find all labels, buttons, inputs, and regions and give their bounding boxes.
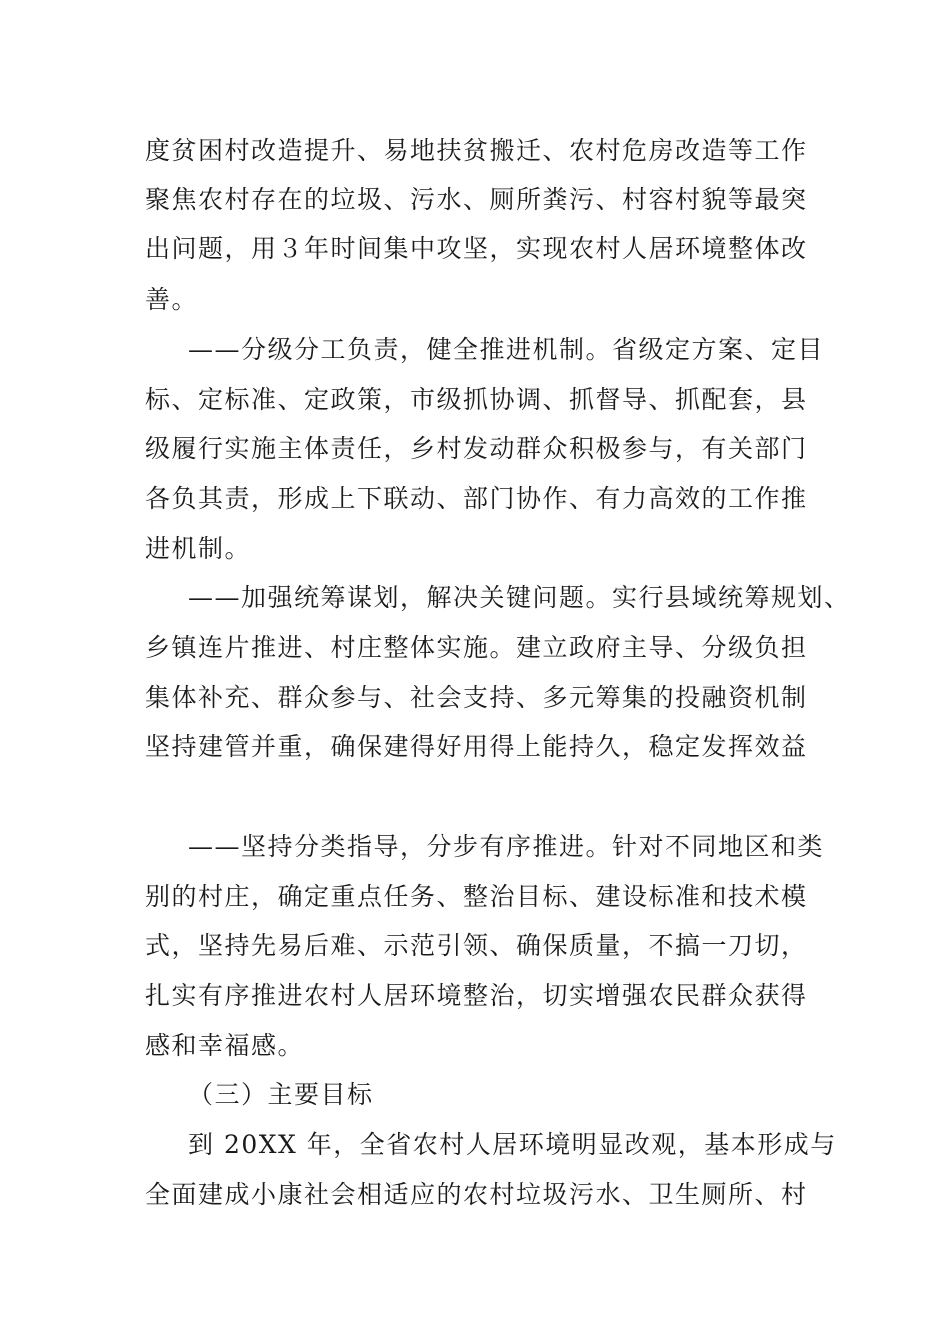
text-line: 度贫困村改造提升、易地扶贫搬迁、农村危房改造等工作: [145, 136, 808, 165]
text-line: 聚焦农村存在的垃圾、污水、厕所粪污、村容村貌等最突: [145, 185, 808, 214]
text-line: 全面建成小康社会相适应的农村垃圾污水、卫生厕所、村: [145, 1180, 808, 1209]
text-line: ——坚持分类指导，分步有序推进。针对不同地区和类: [188, 832, 825, 861]
text-line: 式，坚持先易后难、示范引领、确保质量，不搞一刀切，: [145, 931, 808, 960]
text-line: 级履行实施主体责任，乡村发动群众积极参与，有关部门: [145, 434, 808, 463]
text-line: ——加强统筹谋划，解决关键问题。实行县域统筹规划、: [188, 583, 851, 612]
text-line: 扎实有序推进农村人居环境整治，切实增强农民群众获得: [145, 981, 808, 1010]
text-line: 感和幸福感。: [145, 1031, 305, 1060]
text-line: 善。: [145, 285, 199, 314]
text-line: 坚持建管并重，确保建得好用得上能持久，稳定发挥效益: [145, 732, 808, 761]
text-line: 出问题，用３年时间集中攻坚，实现农村人居环境整体改: [145, 234, 808, 263]
text-line: 别的村庄，确定重点任务、整治目标、建设标准和技术模: [145, 882, 808, 911]
text-line: 到 20XX 年，全省农村人居环境明显改观，基本形成与: [188, 1130, 837, 1159]
text-line: ——分级分工负责，健全推进机制。省级定方案、定目: [188, 335, 825, 364]
text-line: 集体补充、群众参与、社会支持、多元筹集的投融资机制: [145, 683, 808, 712]
text-line: 各负其责，形成上下联动、部门协作、有力高效的工作推: [145, 484, 808, 513]
section-heading: （三）主要目标: [188, 1080, 374, 1109]
text-line: 乡镇连片推进、村庄整体实施。建立政府主导、分级负担: [145, 633, 808, 662]
text-line: 标、定标准、定政策，市级抓协调、抓督导、抓配套，县: [145, 385, 808, 414]
text-line: 进机制。: [145, 534, 252, 563]
